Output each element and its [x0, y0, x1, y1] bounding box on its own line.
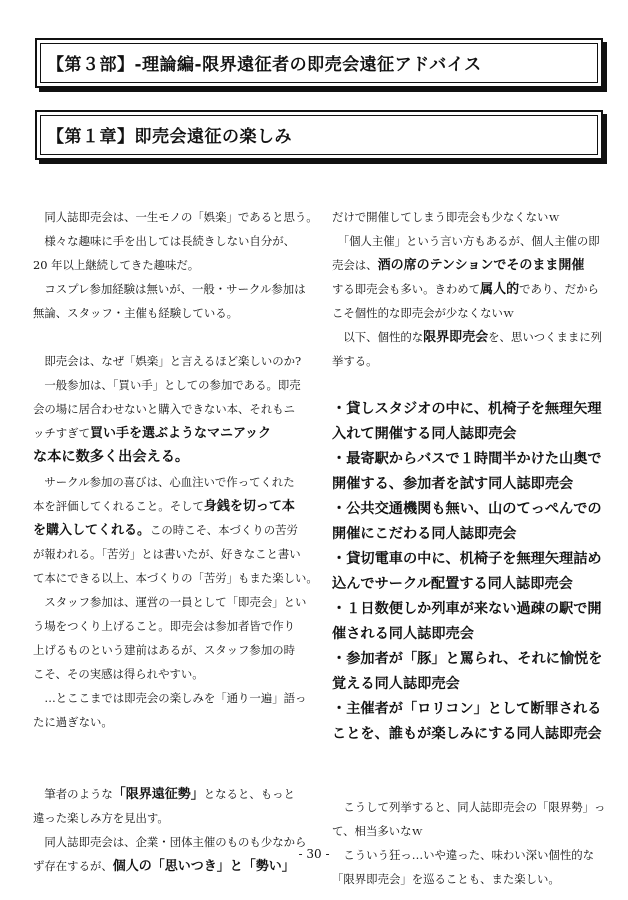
paragraph-gap [33, 734, 309, 758]
body-text: 同人誌即売会は、企業・団体主催のものも少なから [33, 835, 307, 849]
body-text: 「限界即売会」を巡ることも、また楽しい。 [332, 872, 560, 886]
text-line [332, 301, 608, 325]
text-line [33, 614, 309, 638]
text-line [332, 349, 608, 373]
body-text: コスプレ参加経験は無いが、一般・サークル参加は [33, 282, 306, 296]
body-text: う場をつくり上げること。即売会は参加者皆で作り [33, 619, 295, 633]
body-text: 違った楽しみ方を見出す。 [33, 811, 169, 825]
emphasis-line: 催される同人誌即売会 [332, 626, 474, 642]
body-text: 無論、スタッフ・主催も経験している。 [33, 306, 239, 320]
emphasis-text: 買い手を選ぶようなマニアック [89, 426, 272, 441]
body-text: こういう狂っ…いや違った、味わい深い個性的な [332, 848, 594, 862]
text-line [332, 647, 608, 672]
emphasis-line: 開催にこだわる同人誌即売会 [332, 526, 517, 542]
body-text: 会の場に居合わせないと購入できない本、それもニ [33, 402, 295, 416]
emphasis-text: 限界即売会 [423, 330, 489, 345]
body-text: を、思いつくままに列 [488, 330, 603, 344]
body-text: たに過ぎない。 [33, 715, 113, 729]
text-line [332, 253, 608, 277]
body-text: となると、もっと [203, 787, 295, 801]
body-text: こそ個性的な即売会が少なくないｗ [332, 306, 515, 320]
text-line [332, 572, 608, 597]
body-text: サークル参加の喜びは、心血注いで作ってくれた [33, 475, 295, 489]
body-text: ず存在するが、 [33, 859, 113, 873]
text-line [33, 253, 309, 277]
body-text: ッチすぎて [33, 426, 90, 440]
text-line [332, 722, 608, 747]
emphasis-line: ・貸しスタジオの中に、机椅子を無理矢理 [332, 401, 602, 417]
chapter-heading-box [35, 110, 603, 160]
text-line [332, 497, 608, 522]
part-heading-box [35, 38, 603, 88]
text-line [332, 819, 608, 843]
body-text: こそ、その実感は得られやすい。 [33, 667, 204, 681]
page-number: - 30 - [298, 847, 330, 861]
text-line [33, 301, 309, 325]
emphasis-line: 入れて開催する同人誌即売会 [332, 426, 517, 442]
body-text: 20 年以上継続してきた趣味だ。 [33, 258, 200, 272]
emphasis-text: 酒の席のテンションでそのまま開催 [377, 258, 585, 273]
text-line [332, 205, 608, 229]
text-line [332, 397, 608, 422]
text-line [332, 697, 608, 722]
text-line [33, 470, 309, 494]
emphasis-text: を購入してくれる。 [33, 523, 151, 538]
text-line [332, 867, 608, 891]
body-text: だけで開催してしまう即売会も少なくないｗ [332, 210, 560, 224]
text-line [332, 277, 608, 301]
text-line [332, 522, 608, 547]
text-line [33, 566, 318, 590]
text-line [33, 373, 309, 397]
emphasis-text: 「限界遠征勢」 [112, 787, 204, 802]
emphasis-line: ことを、誰もが楽しみにする同人誌即売会 [332, 726, 602, 742]
text-line [33, 518, 309, 542]
body-text: 筆者のような [33, 787, 113, 801]
emphasis-line: ・公共交通機関も無い、山のてっぺんでの [332, 501, 602, 517]
emphasis-line: な本に数多く出会える。 [33, 449, 190, 465]
body-text: であり、だから [519, 282, 599, 296]
paragraph-gap [332, 747, 608, 771]
text-line [33, 349, 309, 373]
text-line [332, 622, 608, 647]
text-line [33, 421, 309, 445]
chapter-heading: 【第１章】即売会遠征の楽しみ [47, 127, 292, 147]
text-line [33, 542, 309, 566]
paragraph-gap [33, 325, 309, 349]
text-line [332, 795, 608, 819]
part-heading: 【第３部】-理論編-限界遠征者の即売会遠征アドバイス [47, 55, 482, 75]
text-line [332, 672, 608, 697]
emphasis-line: ・最寄駅からバスで１時間半かけた山奥で [332, 451, 602, 467]
body-text: 「個人主催」という言い方もあるが、個人主催の即 [332, 234, 600, 248]
emphasis-text: 身銭を切って本 [203, 499, 295, 514]
emphasis-text: 属人的 [480, 282, 520, 297]
emphasis-line: ・参加者が「豚」と罵られ、それに愉悦を [332, 651, 603, 667]
body-text: て、相当多いなｗ [332, 824, 423, 838]
body-text: 同人誌即売会は、一生モノの「娯楽」であると思う。 [33, 210, 318, 224]
body-text: 様々な趣味に手を出しては長続きしない自分が、 [33, 234, 295, 248]
emphasis-line: 開催する、参加者を試す同人誌即売会 [332, 476, 574, 492]
text-line [33, 397, 309, 421]
text-line [332, 472, 608, 497]
text-line [33, 229, 309, 253]
body-text: 売会は、 [332, 258, 378, 272]
body-text: が報われる。「苦労」とは書いたが、好きなこと書い [33, 547, 301, 561]
text-line [33, 662, 309, 686]
emphasis-line: ・主催者が「ロリコン」として断罪される [332, 701, 602, 717]
emphasis-line: ・貸切電車の中に、机椅子を無理矢理詰め [332, 551, 602, 567]
body-text: 即売会は、なぜ「娯楽」と言えるほど楽しいのか? [33, 354, 302, 368]
text-line [33, 782, 309, 806]
body-text: スタッフ参加は、運営の一員として「即売会」とい [33, 595, 307, 609]
emphasis-line: 込んでサークル配置する同人誌即売会 [332, 576, 573, 592]
text-line [332, 229, 608, 253]
body-text: …とここまでは即売会の楽しみを「通り一遍」語っ [33, 691, 307, 705]
body-text: て本にできる以上、本づくりの「苦労」もまた楽しい。 [33, 571, 318, 585]
text-line [332, 597, 608, 622]
body-text: する即売会も多い。きわめて [332, 282, 481, 296]
text-line [332, 447, 608, 472]
body-text: 本を評価してくれること。そして [33, 499, 204, 513]
text-line [332, 422, 608, 447]
text-line [33, 686, 309, 710]
body-text: 挙する。 [332, 354, 378, 368]
body-text: この時こそ、本づくりの苦労 [150, 523, 298, 537]
text-line [332, 547, 608, 572]
body-text: 上げるものという建前はあるが、スタッフ参加の時 [33, 643, 295, 657]
paragraph-gap [33, 758, 309, 782]
body-text: こうして列挙すると、同人誌即売会の「限界勢」っ [332, 800, 606, 814]
text-line [33, 205, 318, 229]
body-text: 一般参加は、「買い手」としての参加である。即売 [33, 378, 301, 392]
emphasis-text: 個人の「思いつき」と「勢い」 [112, 859, 295, 874]
text-line [33, 806, 309, 830]
body-text: 以下、個性的な [332, 330, 424, 344]
paragraph-gap [332, 771, 608, 795]
text-line [33, 445, 309, 470]
emphasis-line: 覚える同人誌即売会 [332, 676, 460, 692]
text-line [33, 638, 309, 662]
paragraph-gap [332, 373, 608, 397]
right-column [332, 205, 608, 891]
text-line [33, 277, 309, 301]
text-line [33, 494, 309, 518]
emphasis-line: ・１日数便しか列車が来ない過疎の駅で開 [332, 601, 602, 617]
text-line [33, 710, 309, 734]
text-line [33, 590, 309, 614]
text-line [332, 325, 608, 349]
